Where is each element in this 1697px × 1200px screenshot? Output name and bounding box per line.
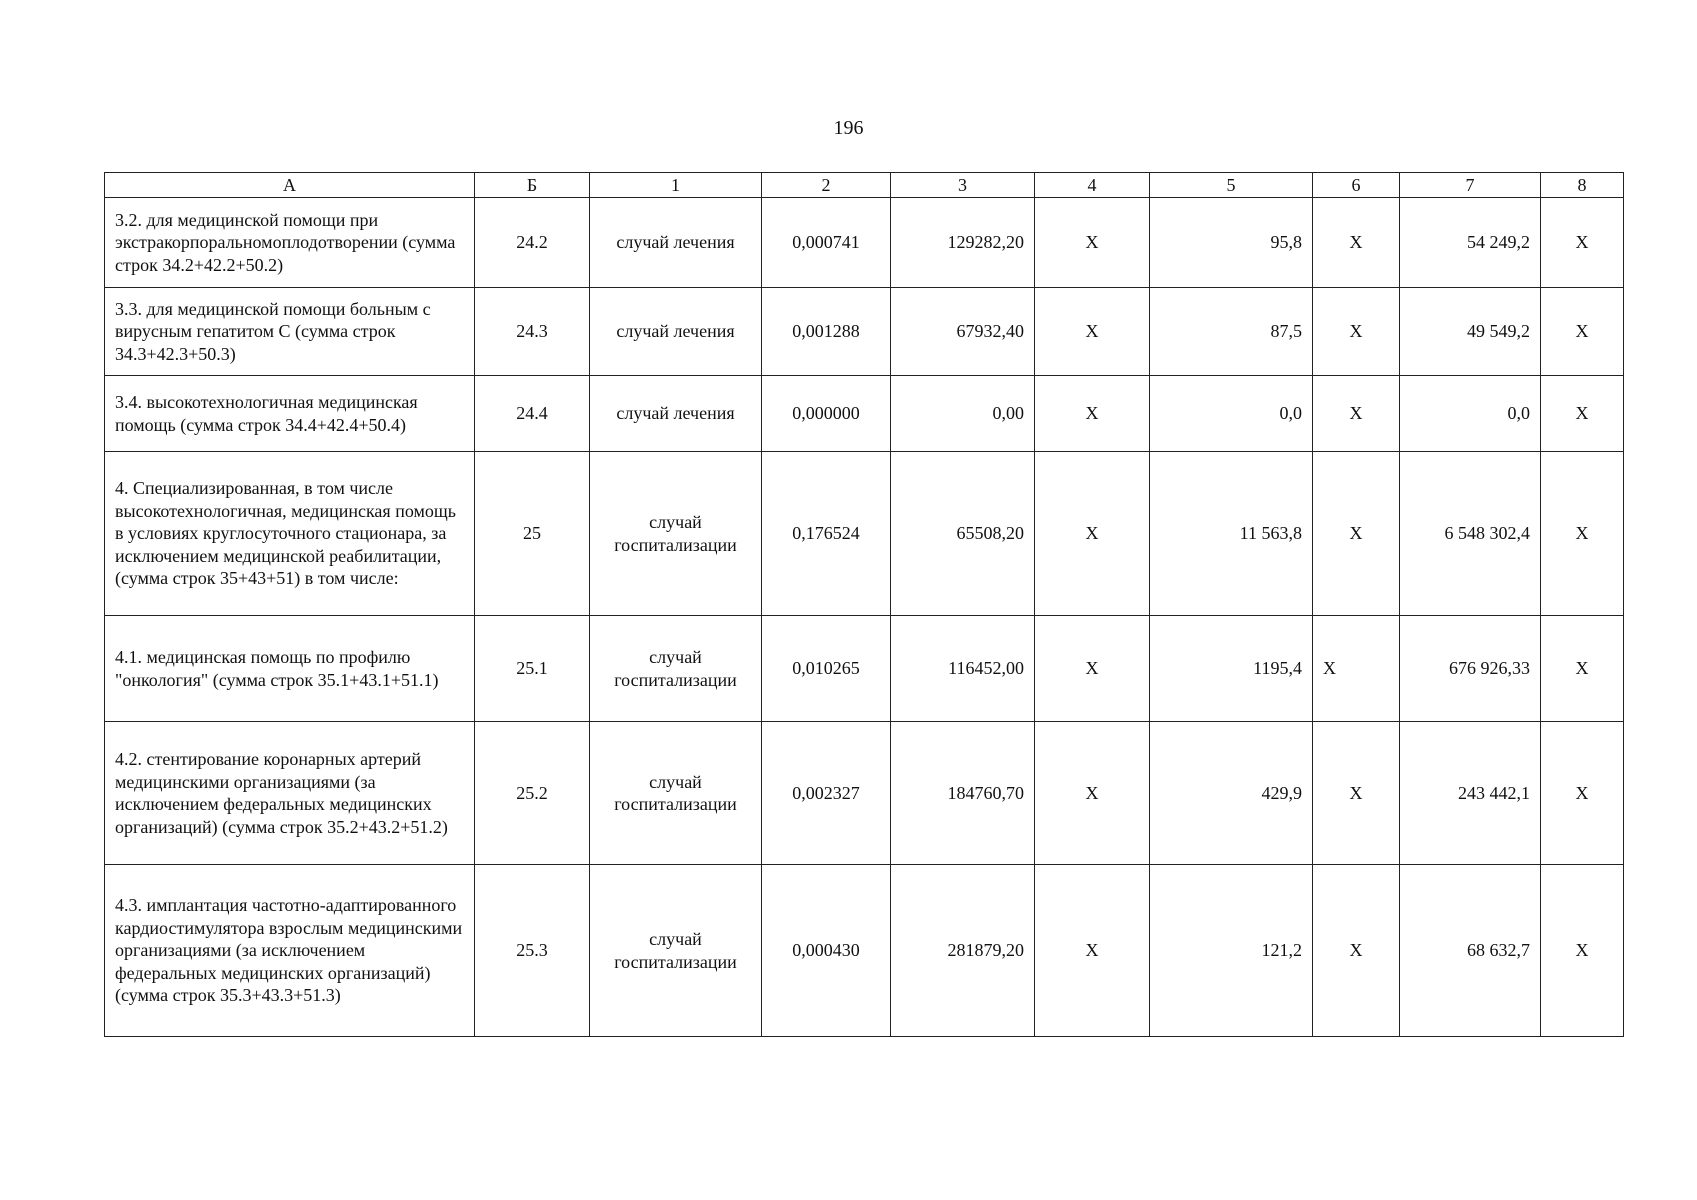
row-col8: X	[1541, 865, 1624, 1037]
row-description: 3.4. высокотехнологичная медицинская помощь (сумма строк 34.4+42.4+50.4)	[105, 376, 475, 452]
header-cell-1: 1	[590, 173, 762, 198]
row-col8: X	[1541, 616, 1624, 722]
row-code: 24.4	[475, 376, 590, 452]
row-col6: X	[1313, 288, 1400, 376]
row-col6: X	[1313, 616, 1400, 722]
header-cell-8: 8	[1541, 173, 1624, 198]
table-row	[105, 865, 1624, 1037]
row-col4: X	[1035, 376, 1150, 452]
table-row	[105, 288, 1624, 376]
row-col5: 0,0	[1150, 376, 1313, 452]
header-cell-a: А	[105, 173, 475, 198]
row-col2: 0,176524	[762, 452, 891, 616]
header-cell-b: Б	[475, 173, 590, 198]
header-cell-2: 2	[762, 173, 891, 198]
row-col3: 129282,20	[891, 198, 1035, 288]
header-cell-3: 3	[891, 173, 1035, 198]
row-col7: 676 926,33	[1400, 616, 1541, 722]
header-cell-7: 7	[1400, 173, 1541, 198]
row-col8: X	[1541, 198, 1624, 288]
row-col2: 0,000741	[762, 198, 891, 288]
row-col5: 11 563,8	[1150, 452, 1313, 616]
row-col4: X	[1035, 198, 1150, 288]
row-description: 4.2. стентирование коронарных артерий медицинскими организациями (за исключением федеральных медицинских организаций) (сумма строк 35.2+43.2+51.2)	[105, 722, 475, 865]
row-col4: X	[1035, 616, 1150, 722]
row-code: 24.3	[475, 288, 590, 376]
row-col8: X	[1541, 452, 1624, 616]
header-cell-6: 6	[1313, 173, 1400, 198]
table-row	[105, 198, 1624, 288]
row-col6: X	[1313, 452, 1400, 616]
row-code: 25.3	[475, 865, 590, 1037]
row-col7: 243 442,1	[1400, 722, 1541, 865]
row-col6: X	[1313, 198, 1400, 288]
row-col8: X	[1541, 376, 1624, 452]
row-unit: случай госпитализации	[590, 616, 762, 722]
row-code: 25.2	[475, 722, 590, 865]
row-col3: 184760,70	[891, 722, 1035, 865]
row-code: 24.2	[475, 198, 590, 288]
row-col7: 49 549,2	[1400, 288, 1541, 376]
row-col4: X	[1035, 865, 1150, 1037]
header-cell-4: 4	[1035, 173, 1150, 198]
row-col7: 68 632,7	[1400, 865, 1541, 1037]
row-col2: 0,000000	[762, 376, 891, 452]
row-description: 3.2. для медицинской помощи при экстракорпоральномоплодотворении (сумма строк 34.2+42.2+50.2)	[105, 198, 475, 288]
row-col5: 121,2	[1150, 865, 1313, 1037]
row-description: 4. Специализированная, в том числе высокотехнологичная, медицинская помощь в условиях круглосуточного стационара, за исключением медицинской реабилитации, (сумма строк 35+43+51) в том числе:	[105, 452, 475, 616]
row-col8: X	[1541, 722, 1624, 865]
row-unit: случай лечения	[590, 376, 762, 452]
table-header-row	[105, 173, 1624, 198]
row-col4: X	[1035, 722, 1150, 865]
row-description: 4.1. медицинская помощь по профилю "онкология" (сумма строк 35.1+43.1+51.1)	[105, 616, 475, 722]
table-row	[105, 616, 1624, 722]
row-unit: случай госпитализации	[590, 722, 762, 865]
row-code: 25	[475, 452, 590, 616]
row-col7: 6 548 302,4	[1400, 452, 1541, 616]
row-col3: 65508,20	[891, 452, 1035, 616]
row-col5: 1195,4	[1150, 616, 1313, 722]
row-col4: X	[1035, 452, 1150, 616]
row-col6: X	[1313, 376, 1400, 452]
row-col5: 429,9	[1150, 722, 1313, 865]
row-col2: 0,000430	[762, 865, 891, 1037]
row-col4: X	[1035, 288, 1150, 376]
row-col3: 281879,20	[891, 865, 1035, 1037]
page-number: 196	[833, 117, 864, 139]
row-col2: 0,001288	[762, 288, 891, 376]
row-col3: 67932,40	[891, 288, 1035, 376]
row-description: 3.3. для медицинской помощи больным с вирусным гепатитом С (сумма строк 34.3+42.3+50.3)	[105, 288, 475, 376]
row-col7: 0,0	[1400, 376, 1541, 452]
row-col5: 87,5	[1150, 288, 1313, 376]
row-unit: случай госпитализации	[590, 865, 762, 1037]
row-col2: 0,010265	[762, 616, 891, 722]
table-row	[105, 452, 1624, 616]
row-col8: X	[1541, 288, 1624, 376]
row-col6: X	[1313, 865, 1400, 1037]
row-col7: 54 249,2	[1400, 198, 1541, 288]
row-col2: 0,002327	[762, 722, 891, 865]
row-col6: X	[1313, 722, 1400, 865]
row-unit: случай лечения	[590, 288, 762, 376]
table-row	[105, 722, 1624, 865]
row-col5: 95,8	[1150, 198, 1313, 288]
row-unit: случай лечения	[590, 198, 762, 288]
table-row	[105, 376, 1624, 452]
data-table	[104, 172, 1624, 1037]
row-col3: 0,00	[891, 376, 1035, 452]
row-description: 4.3. имплантация частотно-адаптированного кардиостимулятора взрослым медицинскими организациями (за исключением федеральных медицинских организаций) (сумма строк 35.3+43.3+51.3)	[105, 865, 475, 1037]
row-col3: 116452,00	[891, 616, 1035, 722]
header-cell-5: 5	[1150, 173, 1313, 198]
row-unit: случай госпитализации	[590, 452, 762, 616]
row-code: 25.1	[475, 616, 590, 722]
